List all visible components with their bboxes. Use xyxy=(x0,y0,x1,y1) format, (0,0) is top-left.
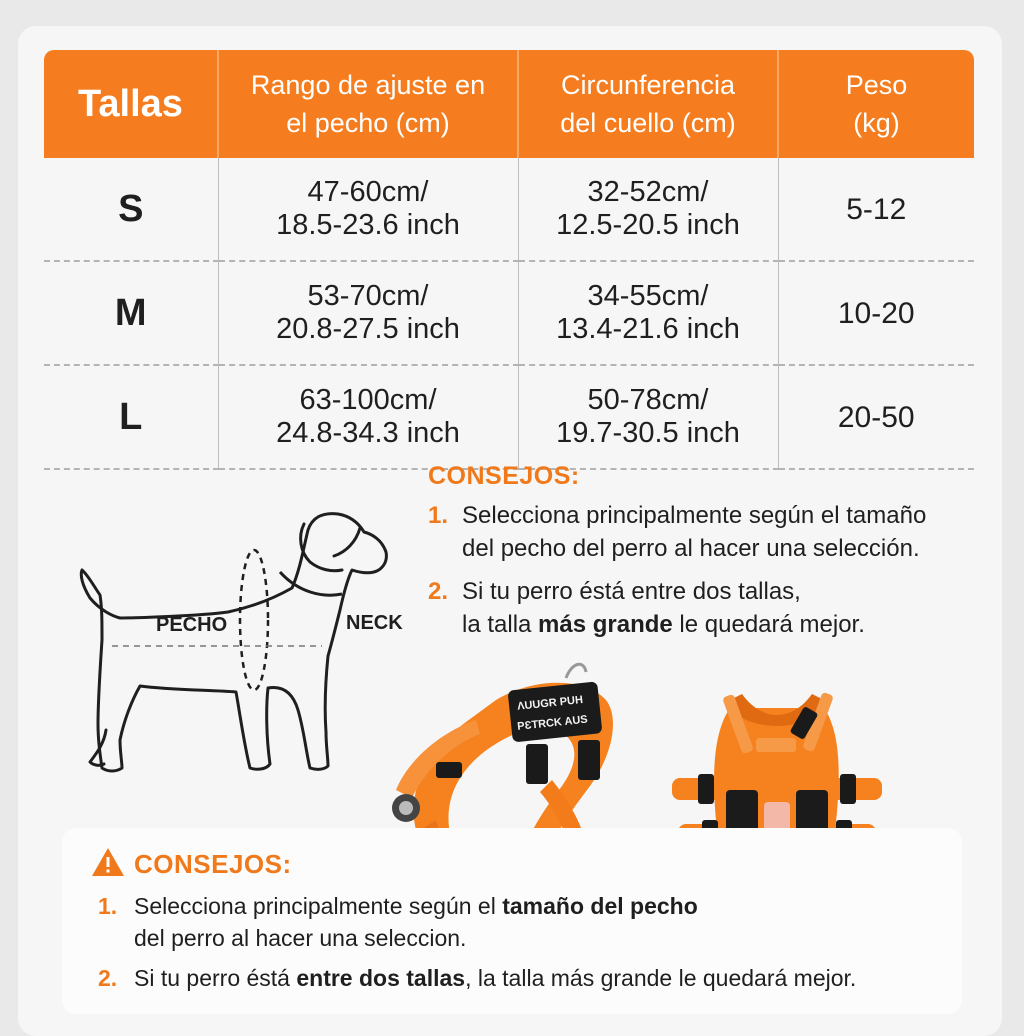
tips-title-row xyxy=(90,846,292,883)
neck-label: NECK xyxy=(346,612,403,634)
table-row xyxy=(44,158,974,261)
weight-cell: 20-50 xyxy=(778,365,974,469)
weight-cell: 5-12 xyxy=(778,158,974,261)
table-row xyxy=(44,261,974,365)
chest-label: PECHO xyxy=(156,614,228,636)
size-cell: M xyxy=(44,261,218,365)
tip-item xyxy=(98,890,958,954)
chest-measure-ring xyxy=(240,550,268,690)
table-header-row xyxy=(44,50,974,158)
tip-text: Selecciona principalmente según el tamaño del pecho xyxy=(134,893,698,919)
tip-text: Si tu perro éstá entre dos tallas, xyxy=(462,578,801,605)
tip-text: Selecciona principalmente según el tamaño xyxy=(462,502,927,529)
dog-outline-icon xyxy=(60,500,420,790)
patch-text-bottom: PƐTRCK AUS xyxy=(516,713,589,733)
weight-cell: 10-20 xyxy=(778,261,974,365)
size-cell: S xyxy=(44,158,218,261)
header-neck: Circunferencia del cuello (cm) xyxy=(518,50,778,158)
chest-cell: 53-70cm/ 20.8-27.5 inch xyxy=(218,261,518,365)
size-table xyxy=(44,50,974,470)
size-cell: L xyxy=(44,365,218,469)
dog-measurement-diagram xyxy=(60,500,420,790)
warning-icon xyxy=(90,846,126,883)
tip-item xyxy=(428,575,988,641)
neck-cell: 34-55cm/ 13.4-21.6 inch xyxy=(518,261,778,365)
neck-cell: 50-78cm/ 19.7-30.5 inch xyxy=(518,365,778,469)
tip-text: Si tu perro éstá entre dos tallas, la talla más grande le quedará mejor. xyxy=(134,965,857,991)
tip-number: 2. xyxy=(98,965,118,991)
tip-text: la talla más grande le quedará mejor. xyxy=(462,611,865,638)
tips-title: CONSEJOS: xyxy=(428,462,580,490)
tip-text: del perro al hacer una seleccion. xyxy=(134,925,467,951)
tip-number: 1. xyxy=(428,502,449,529)
tip-item xyxy=(428,499,988,565)
tip-number: 1. xyxy=(98,893,118,919)
tip-item xyxy=(98,962,958,994)
tip-number: 2. xyxy=(428,578,449,605)
neck-cell: 32-52cm/ 12.5-20.5 inch xyxy=(518,158,778,261)
tip-text: del pecho del perro al hacer una selección. xyxy=(462,535,920,562)
tips-section-bottom xyxy=(62,828,962,1014)
header-size: Tallas xyxy=(44,50,218,158)
header-weight: Peso (kg) xyxy=(778,50,974,158)
neck-measure-line xyxy=(280,572,342,595)
patch-text-top: ɅUUGR PUH xyxy=(516,693,584,713)
chest-cell: 63-100cm/ 24.8-34.3 inch xyxy=(218,365,518,469)
tips-title: CONSEJOS: xyxy=(134,849,292,879)
chest-cell: 47-60cm/ 18.5-23.6 inch xyxy=(218,158,518,261)
table-row xyxy=(44,365,974,469)
header-chest: Rango de ajuste en el pecho (cm) xyxy=(218,50,518,158)
tips-section-top xyxy=(428,462,988,651)
tips-list xyxy=(98,890,958,1002)
